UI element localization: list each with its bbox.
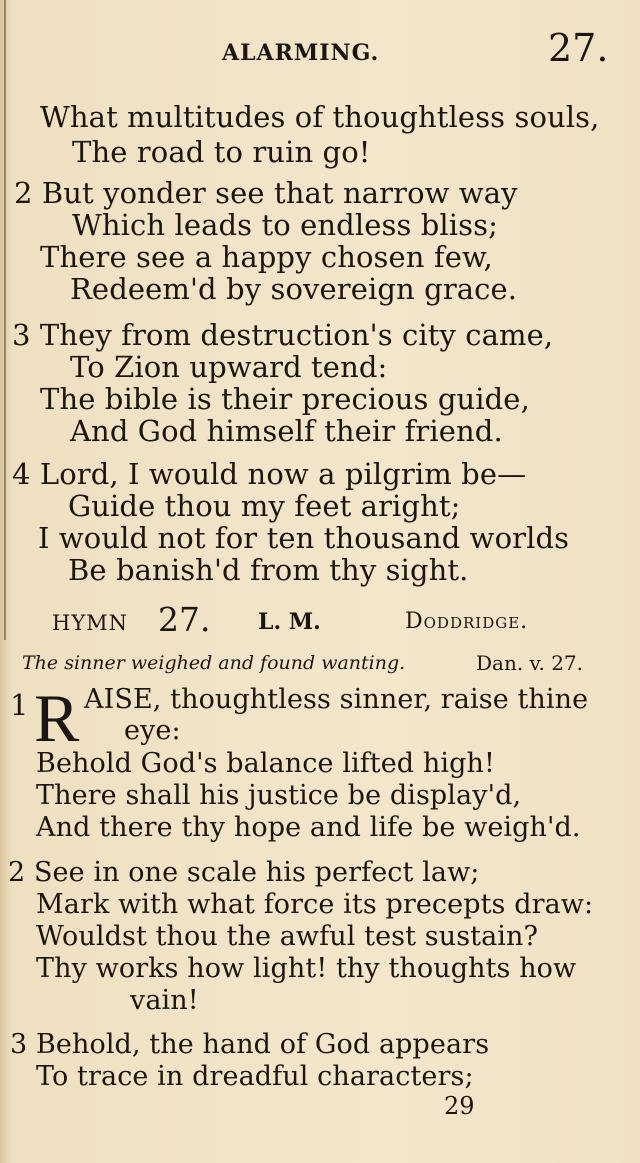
- verse-line: The bible is their precious guide,: [40, 382, 530, 416]
- hymn-author: Doddridge.: [405, 609, 529, 634]
- verse-line: 4 Lord, I would now a pilgrim be—: [12, 457, 527, 491]
- verse-line: 2 But yonder see that narrow way: [14, 176, 518, 210]
- verse-line: vain!: [130, 985, 199, 1016]
- hymn-meter: L. M.: [258, 609, 321, 635]
- verse-line: Be banish'd from thy sight.: [68, 553, 469, 587]
- verse-line: eye:: [124, 715, 181, 746]
- verse-line: I would not for ten thousand worlds: [38, 521, 570, 555]
- hymn-label: HYMN: [52, 611, 129, 635]
- verse-line: 3 Behold, the hand of God appears: [10, 1029, 490, 1060]
- page-edge-rule: [4, 0, 6, 640]
- verse-line: There shall his justice be display'd,: [36, 780, 522, 811]
- stanza-number: 1: [10, 688, 29, 722]
- verse-line: Thy works how light! thy thoughts how: [36, 953, 577, 984]
- drop-cap: R: [34, 680, 80, 756]
- verse-line: AISE, thoughtless sinner, raise thine: [84, 684, 589, 715]
- hymn-subject: The sinner weighed and found wanting.: [22, 652, 406, 674]
- verse-line: And God himself their friend.: [70, 414, 503, 448]
- page-number: 27.: [548, 26, 609, 70]
- hymn-number: 27.: [158, 600, 211, 639]
- verse-line: Mark with what force its precepts draw:: [36, 889, 594, 920]
- verse-line: What multitudes of thoughtless souls,: [40, 100, 600, 134]
- verse-line: There see a happy chosen few,: [40, 240, 493, 274]
- signature-mark: 29: [444, 1092, 475, 1120]
- verse-line: Redeem'd by sovereign grace.: [70, 272, 518, 306]
- verse-line: To trace in dreadful characters;: [36, 1061, 474, 1092]
- verse-line: Wouldst thou the awful test sustain?: [36, 921, 539, 952]
- verse-line: Behold God's balance lifted high!: [36, 748, 495, 779]
- verse-line: Guide thou my feet aright;: [68, 489, 461, 523]
- verse-line: Which leads to endless bliss;: [72, 208, 498, 242]
- verse-line: 2 See in one scale his perfect law;: [8, 857, 480, 888]
- verse-line: And there thy hope and life be weigh'd.: [36, 812, 581, 843]
- verse-line: To Zion upward tend:: [70, 350, 388, 384]
- verse-line: The road to ruin go!: [72, 135, 371, 169]
- verse-line: 3 They from destruction's city came,: [12, 318, 554, 352]
- scripture-reference: Dan. v. 27.: [476, 651, 584, 675]
- running-title: ALARMING.: [222, 40, 380, 66]
